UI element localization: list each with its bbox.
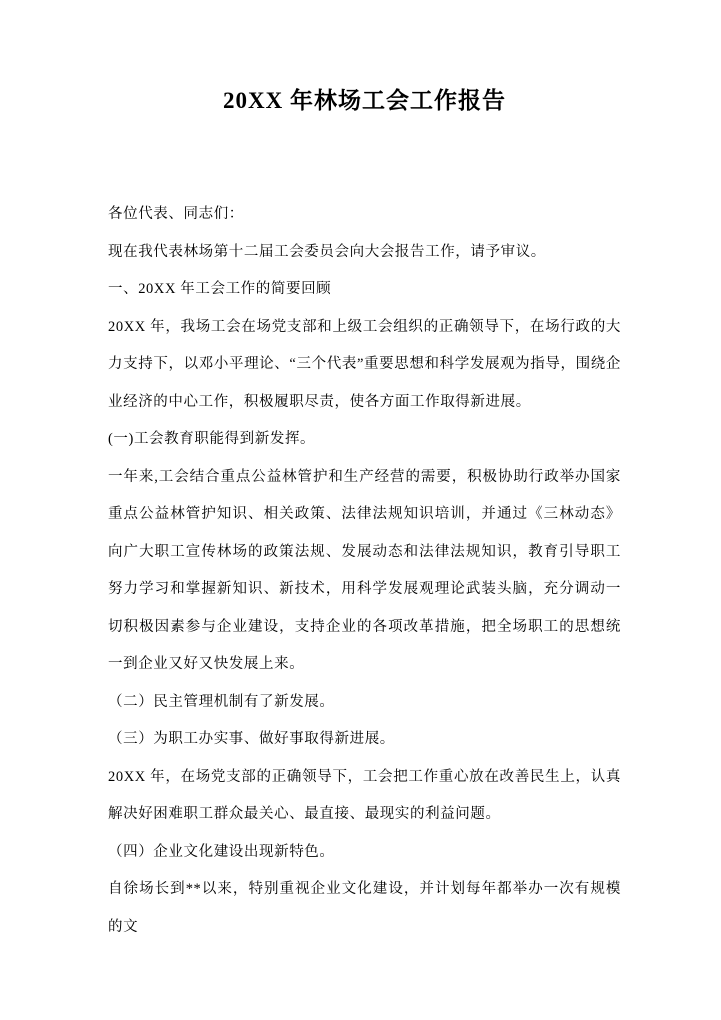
paragraph-intro: 现在我代表林场第十二届工会委员会向大会报告工作，请予审议。 [108, 243, 546, 260]
paragraph-section-1-body: 20XX 年，我场工会在场党支部和上级工会组织的正确领导下，在场行政的大力支持下，以邓小平理论、“三个代表”重要思想和科学发展观为指导，围绕企业经济的中心工作，积极履职尽责，使各方面工作取得新进展。 [108, 318, 621, 410]
paragraph-section-1-heading: 一、20XX 年工会工作的简要回顾 [108, 281, 332, 297]
paragraph-salutation: 各位代表、同志们： [108, 206, 244, 222]
paragraph-subsection-1-body: 一年来,工会结合重点公益林管护和生产经营的需要，积极协助行政举办国家重点公益林管护知识、相关政策、法律法规知识培训，并通过《三林动态》向广大职工宣传林场的政策法规、发展动态和法律法规知识，教育引导职工努力学习和掌握新知识、新技术，用科学发展观理论武装头脑，充分调动一切积极因素参与企业建设，支持企业的各项改革措施，把全场职工的思想统一到企业又好又快发展上来。 [108, 468, 621, 672]
paragraph-subsection-3-body: 20XX 年，在场党支部的正确领导下，工会把工作重心放在改善民生上，认真解决好困难职工群众最关心、最直接、最现实的利益问题。 [108, 768, 621, 822]
paragraph-subsection-2-heading: （二）民主管理机制有了新发展。 [108, 693, 335, 710]
paragraph-subsection-4-body: 自徐场长到**以来，特别重视企业文化建设，并计划每年都举办一次有规模的文 [108, 881, 621, 935]
paragraph-subsection-1-heading: (一)工会教育职能得到新发挥。 [108, 431, 316, 447]
document-title: 20XX 年林场工会工作报告 [223, 88, 506, 113]
paragraph-subsection-4-heading: （四）企业文化建设出现新特色。 [108, 843, 335, 860]
document-body [108, 196, 621, 946]
paragraph-subsection-3-heading: （三）为职工办实事、做好事取得新进展。 [108, 731, 395, 747]
